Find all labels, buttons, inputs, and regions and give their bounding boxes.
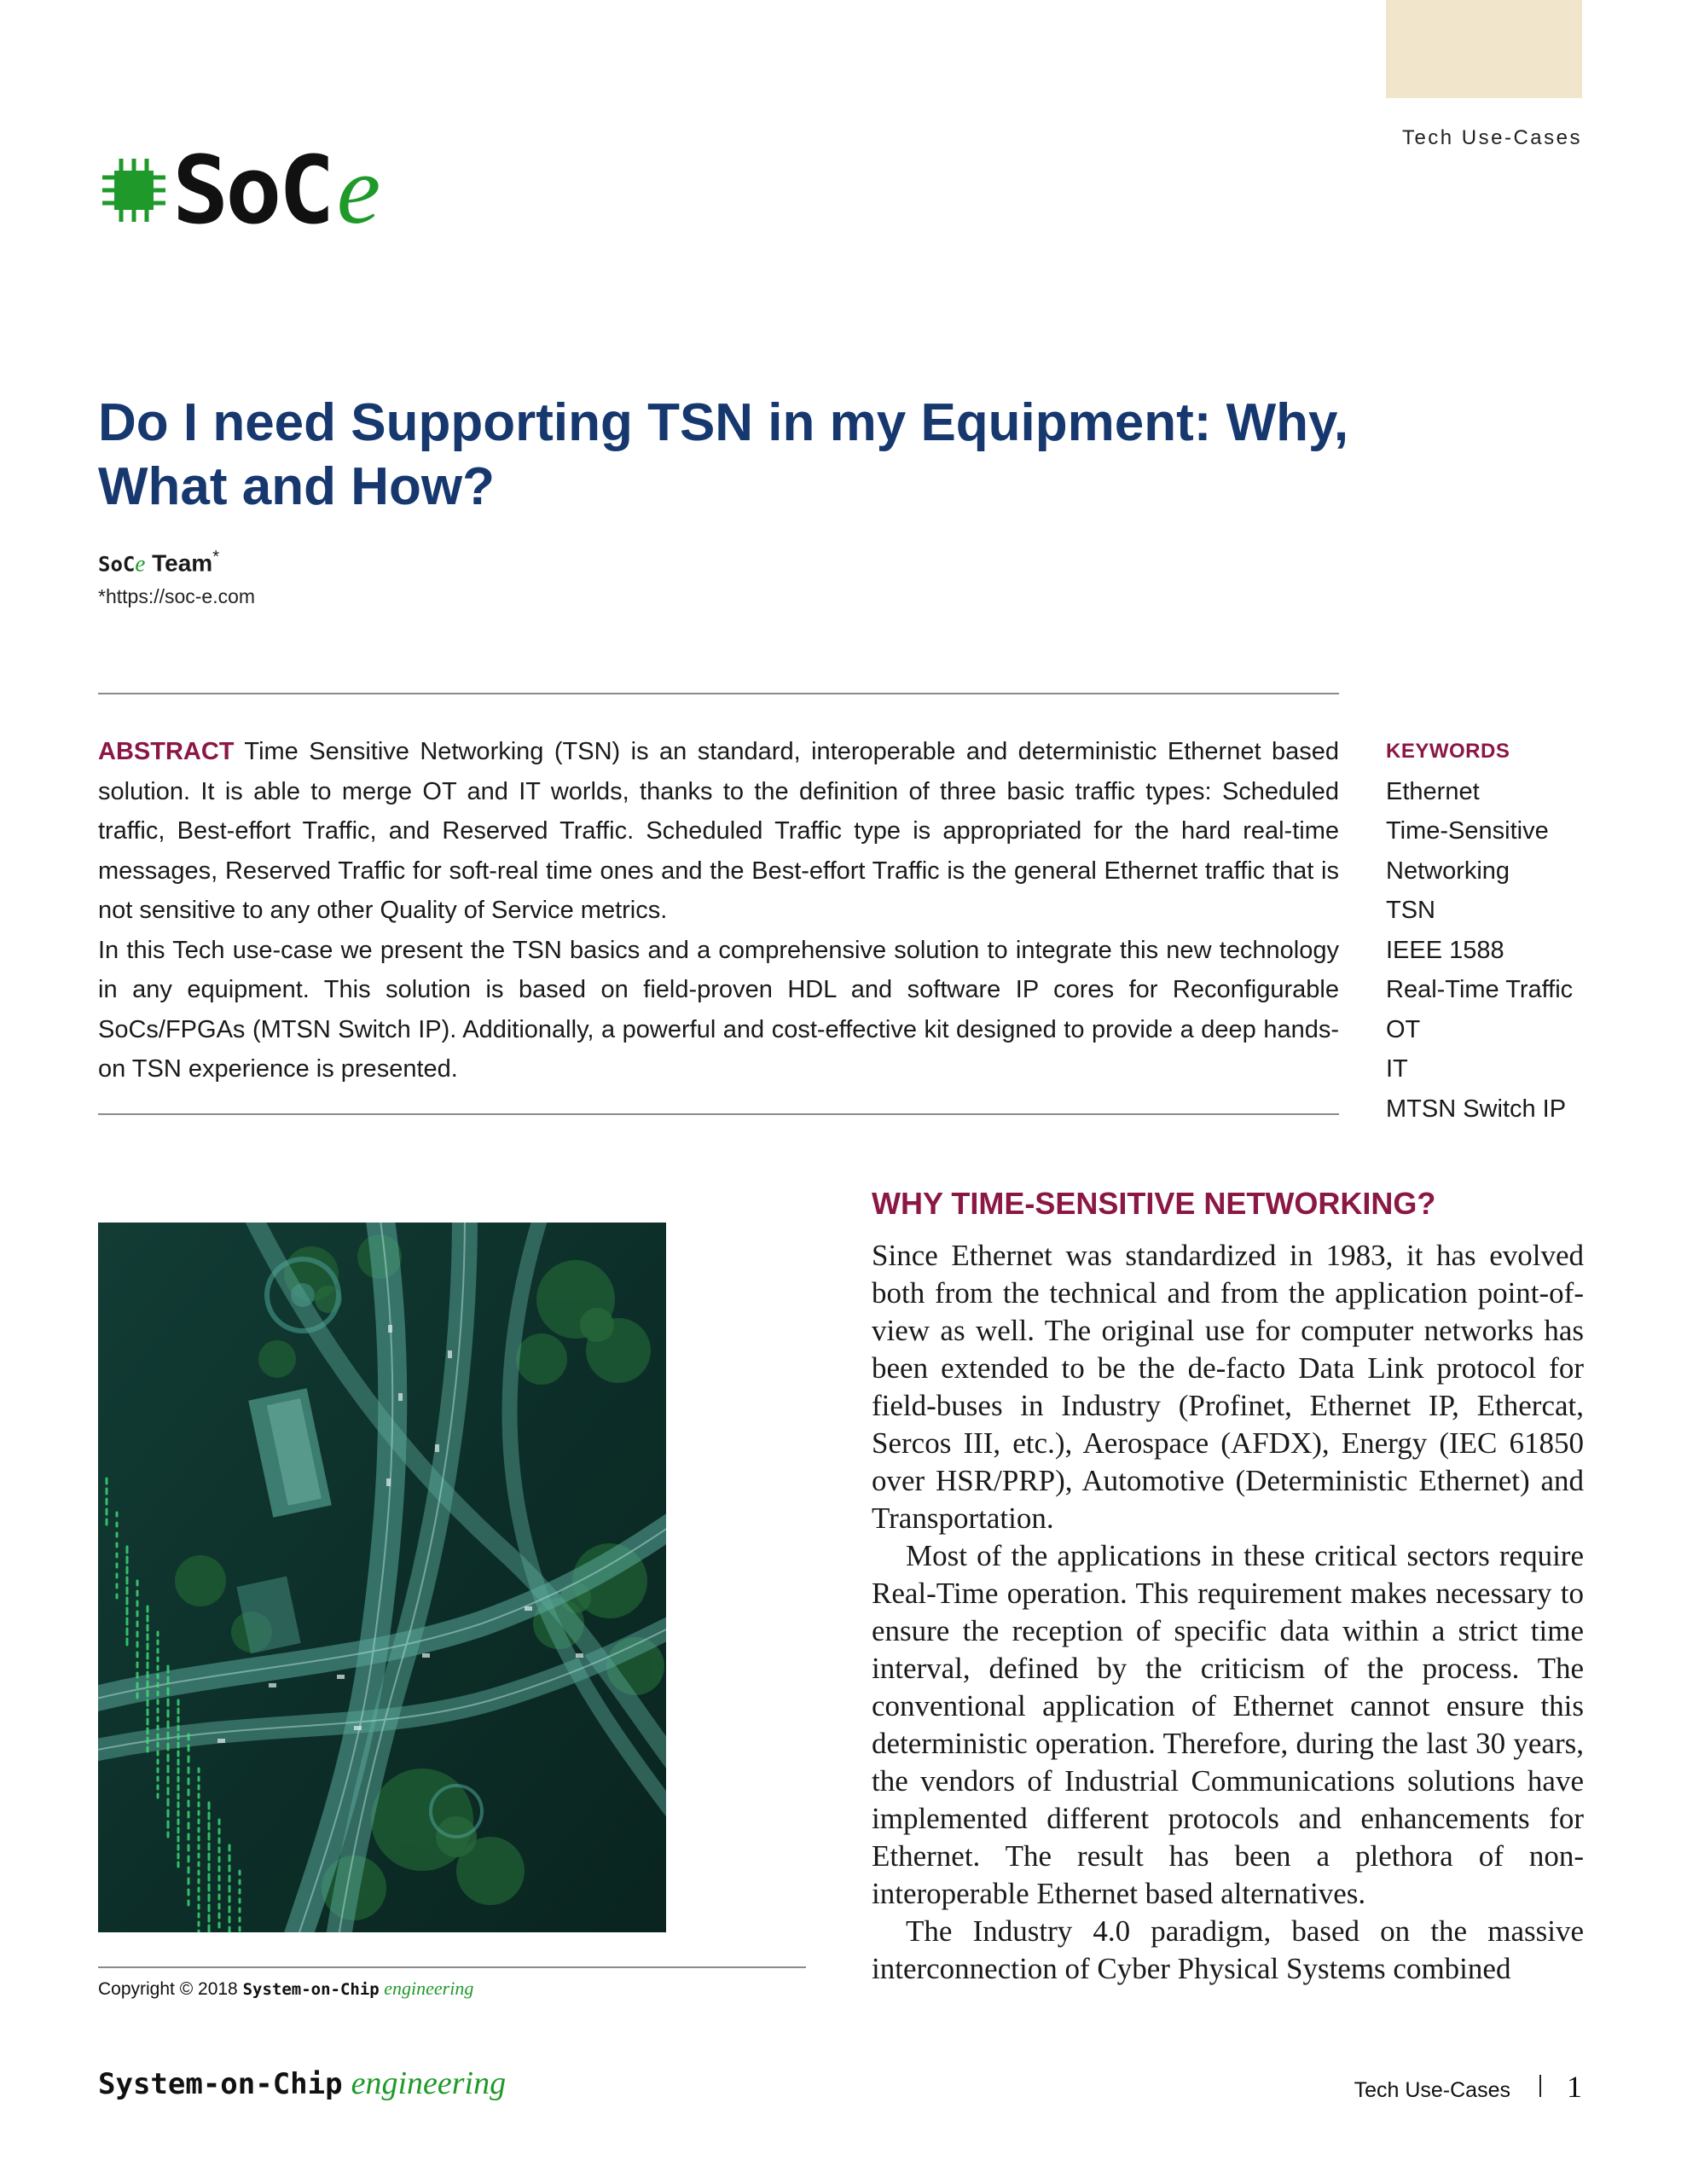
copyright-ital: engineering <box>379 1978 474 1999</box>
author-line <box>98 548 219 577</box>
abstract-label: ABSTRACT <box>98 738 235 765</box>
section-heading: WHY TIME-SENSITIVE NETWORKING? <box>872 1186 1436 1221</box>
section-body <box>872 1237 1584 1988</box>
footer-page-info <box>1354 2069 1582 2105</box>
keyword-item: Time-Sensitive <box>1386 817 1549 845</box>
logo-e-text: e <box>336 135 381 245</box>
abstract-para-1 <box>98 732 1339 931</box>
keywords-block <box>1386 732 1667 1129</box>
author-e: e <box>135 550 146 577</box>
author-suffix: Team <box>145 549 213 577</box>
keywords-heading: KEYWORDS <box>1386 740 1510 763</box>
affiliation: *https://soc-e.com <box>98 585 256 607</box>
page-number: 1 <box>1567 2070 1582 2104</box>
footer-brand-mono: System-on-Chip <box>98 2067 343 2101</box>
keyword-item: IT <box>1386 1055 1408 1083</box>
copyright-prefix: Copyright © 2018 <box>98 1979 243 1999</box>
chip-icon <box>101 157 167 224</box>
company-logo <box>101 135 381 245</box>
aerial-highway-graphic <box>98 1223 666 1932</box>
abstract-para-2: In this Tech use-case we present the TSN basics and a comprehensive solution to integrate this new technology in any equipment. This solution is based on field-proven HDL and software IP cores for Reconfigurable SoCs/FPGAs (MTSN Switch IP). Additionally, a powerful and cost-effective kit designed to provide a deep hands-on TSN experience is presented. <box>98 936 1339 1083</box>
keyword-item: MTSN Switch IP <box>1386 1095 1567 1123</box>
keyword-item: Networking <box>1386 857 1510 885</box>
body-para-2: Most of the applications in these critical sectors require Real-Time operation. This requirement makes necessary to ensure the reception of specific data within a strict time interval, defined by the criticism of the process. The conventional application of Ethernet cannot ensure this deterministic operation. Therefore, during the last 30 years, the vendors of Industrial Communications solutions have implemented different protocols and enhancements for Ethernet. The result has been a plethora of non-interoperable Ethernet based alternatives. <box>872 1539 1584 1910</box>
footer-brand-ital: engineering <box>351 2065 507 2101</box>
footer-label: Tech Use-Cases <box>1354 2078 1510 2102</box>
header-label: Tech Use-Cases <box>1401 126 1582 149</box>
corner-tab <box>1386 0 1582 98</box>
logo-soc-text: SoC <box>172 135 332 245</box>
keyword-item: OT <box>1386 1015 1421 1043</box>
keyword-item: IEEE 1588 <box>1386 936 1504 964</box>
footer-brand <box>98 2065 506 2102</box>
author-soc: SoC <box>98 552 136 577</box>
abstract-rule-top <box>98 693 1339 694</box>
abstract-para-1-text: Time Sensitive Networking (TSN) is an standard, interoperable and deterministic Ethernet based solution. It is able to merge OT and IT worlds, thanks to the definition of three basic traffic types: Scheduled traffic, Best-effort Traffic, and Reserved Traffic. Scheduled Traffic type is appropriated for the hard real-time messages, Reserved Traffic for soft-real time ones and the Best-effort Traffic is the general Ethernet traffic that is not sensitive to any other Quality of Service metrics. <box>98 738 1339 924</box>
keyword-item: TSN <box>1386 897 1435 924</box>
abstract-block <box>98 732 1339 1089</box>
abstract-rule-bottom <box>98 1113 1339 1115</box>
body-para-1: Since Ethernet was standardized in 1983, it has evolved both from the technical and from the application point-of-view as well. The original use for computer networks has been extended to be the de-facto Data Link protocol for field-buses in Industry (Profinet, Ethernet IP, Ethercat, Sercos III, etc.), Aerospace (AFDX), Energy (IEC 61850 over HSR/PRP), Automotive (Deterministic Ethernet) and Transportation. <box>872 1239 1584 1535</box>
footer-separator <box>1539 2075 1541 2097</box>
copyright-rule <box>98 1966 806 1968</box>
paper-title: Do I need Supporting TSN in my Equipment: Why, What and How? <box>98 393 1349 516</box>
author-mark: * <box>212 548 219 566</box>
body-para-3: The Industry 4.0 paradigm, based on the massive interconnection of Cyber Physical Systems combined <box>872 1914 1584 1985</box>
copyright-mono: System-on-Chip <box>242 1980 380 1999</box>
copyright-line <box>98 1978 473 2000</box>
aerial-city-image <box>98 1223 666 1932</box>
keyword-item: Ethernet <box>1386 777 1480 805</box>
keyword-item: Real-Time Traffic <box>1386 976 1574 1003</box>
